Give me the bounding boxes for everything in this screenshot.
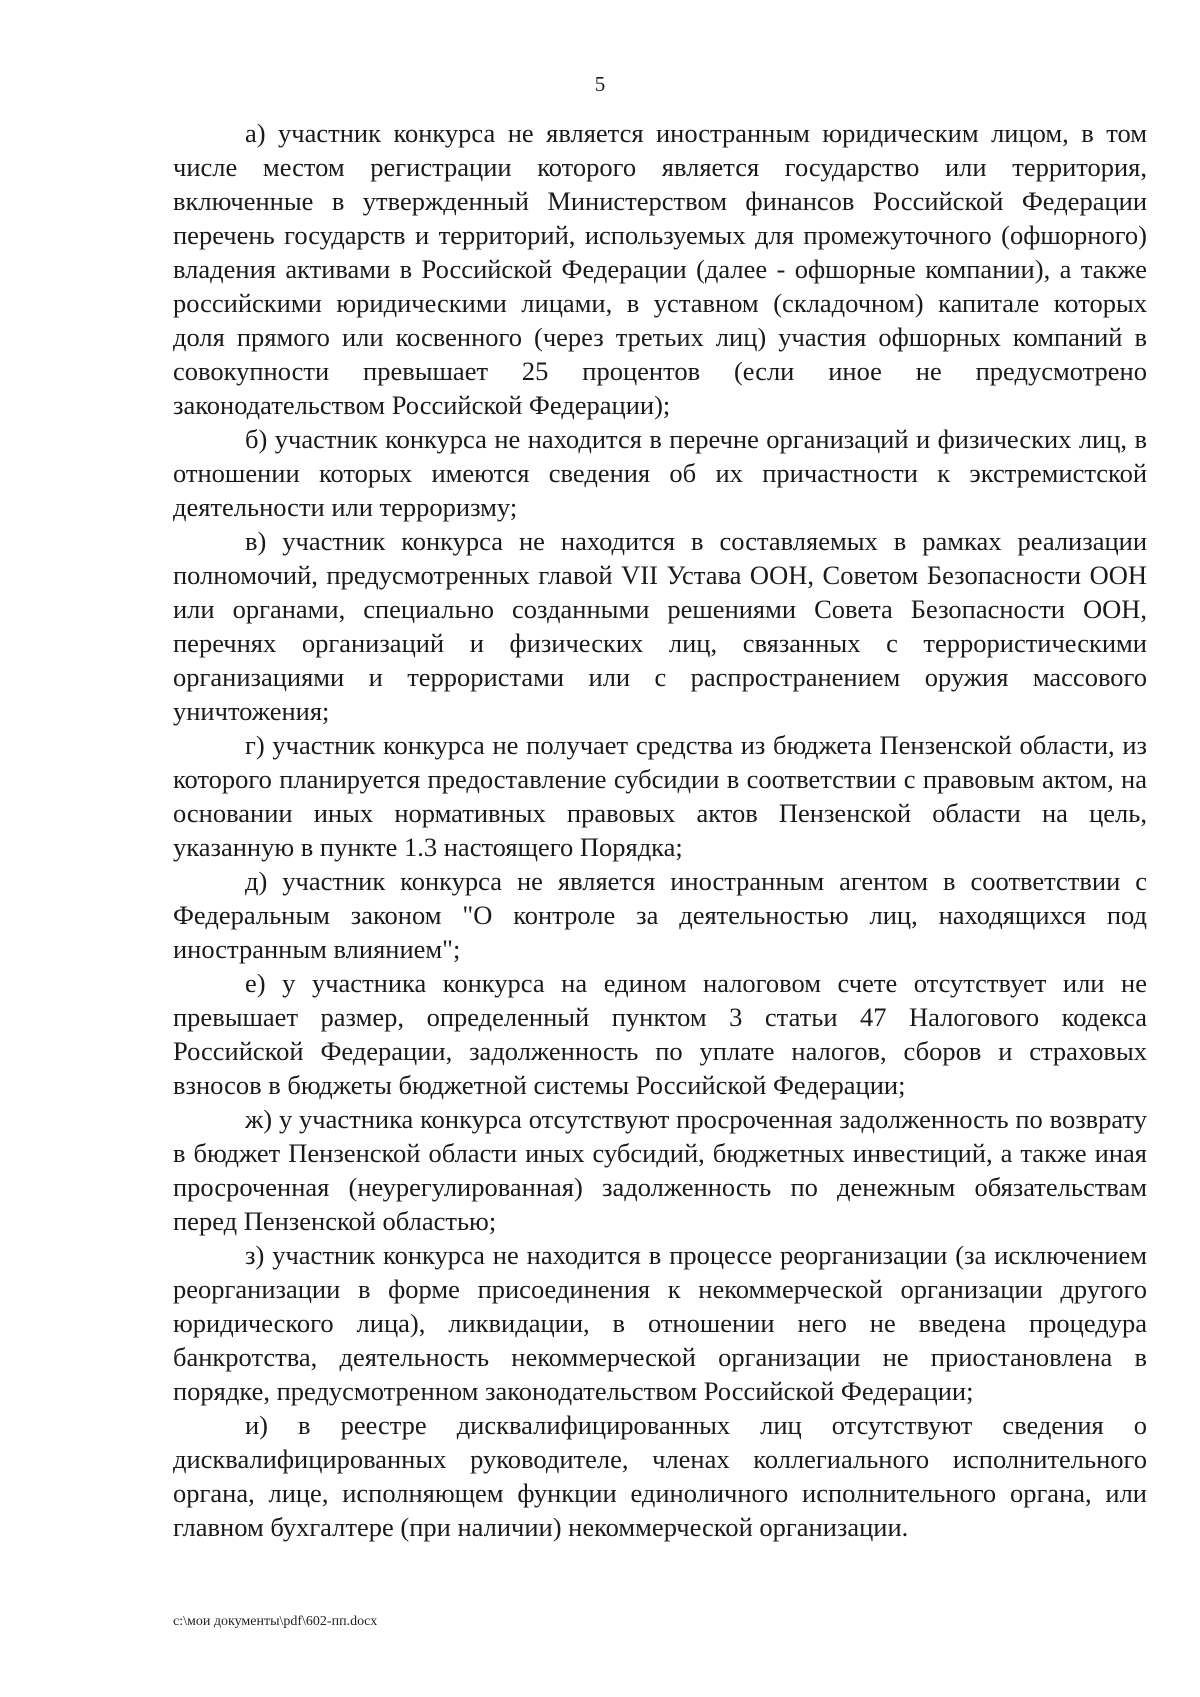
paragraph-e: е) у участника конкурса на едином налоговом счете отсутствует или не превышает размер, определенный пунктом 3 статьи 47 Налогового кодекса Российской Федерации, задолженность по уплате налогов, сборов и страховых взносов в бюджеты бюджетной системы Российской Федерации; bbox=[173, 968, 1147, 1100]
paragraph-z: з) участник конкурса не находится в процессе реорганизации (за исключением реорганизации в форме присоединения к некоммерческой организации другого юридического лица), ликвидации, в отношении него не введена процедура банкротства, деятельность некоммерческой организации не приостановлена в порядке, предусмотренном законодательством Российской Федерации; bbox=[173, 1240, 1147, 1406]
paragraph-d: д) участник конкурса не является иностранным агентом в соответствии с Федеральным законом "О контроле за деятельностью лиц, находящихся под иностранным влиянием"; bbox=[173, 866, 1147, 964]
page-number: 5 bbox=[594, 72, 606, 96]
paragraph-b: б) участник конкурса не находится в перечне организаций и физических лиц, в отношении которых имеются сведения об их причастности к экстремистской деятельности или терроризму; bbox=[173, 424, 1147, 522]
document-body bbox=[173, 116, 1147, 1544]
paragraph-zh: ж) у участника конкурса отсутствуют просроченная задолженность по возврату в бюджет Пензенской области иных субсидий, бюджетных инвестиций, а также иная просроченная (неурегулированная) задолженность по денежным обязательствам перед Пензенской областью; bbox=[173, 1104, 1147, 1236]
paragraph-g: г) участник конкурса не получает средства из бюджета Пензенской области, из которого планируется предоставление субсидии в соответствии с правовым актом, на основании иных нормативных правовых актов Пензенской области на цель, указанную в пункте 1.3 настоящего Порядка; bbox=[173, 730, 1147, 862]
footer-file-path: c:\мои документы\pdf\602-пп.docx bbox=[173, 1614, 378, 1629]
paragraph-a: а) участник конкурса не является иностранным юридическим лицом, в том числе местом регистрации которого является государство или территория, включенные в утвержденный Министерством финансов Российской Федерации перечень государств и территорий, используемых для промежуточного (офшорного) владения активами в Российской Федерации (далее - офшорные компании), а также российскими юридическими лицами, в уставном (складочном) капитале которых доля прямого или косвенного (через третьих лиц) участия офшорных компаний в совокупности превышает 25 процентов (если иное не предусмотрено законодательством Российской Федерации); bbox=[173, 118, 1147, 420]
paragraph-i: и) в реестре дисквалифицированных лиц отсутствуют сведения о дисквалифицированных руководителе, членах коллегиального исполнительного органа, лице, исполняющем функции единоличного исполнительного органа, или главном бухгалтере (при наличии) некоммерческой организации. bbox=[173, 1410, 1147, 1542]
paragraph-v: в) участник конкурса не находится в составляемых в рамках реализации полномочий, предусмотренных главой VII Устава ООН, Советом Безопасности ООН или органами, специально созданными решениями Совета Безопасности ООН, перечнях организаций и физических лиц, связанных с террористическими организациями и террористами или с распространением оружия массового уничтожения; bbox=[173, 526, 1147, 726]
